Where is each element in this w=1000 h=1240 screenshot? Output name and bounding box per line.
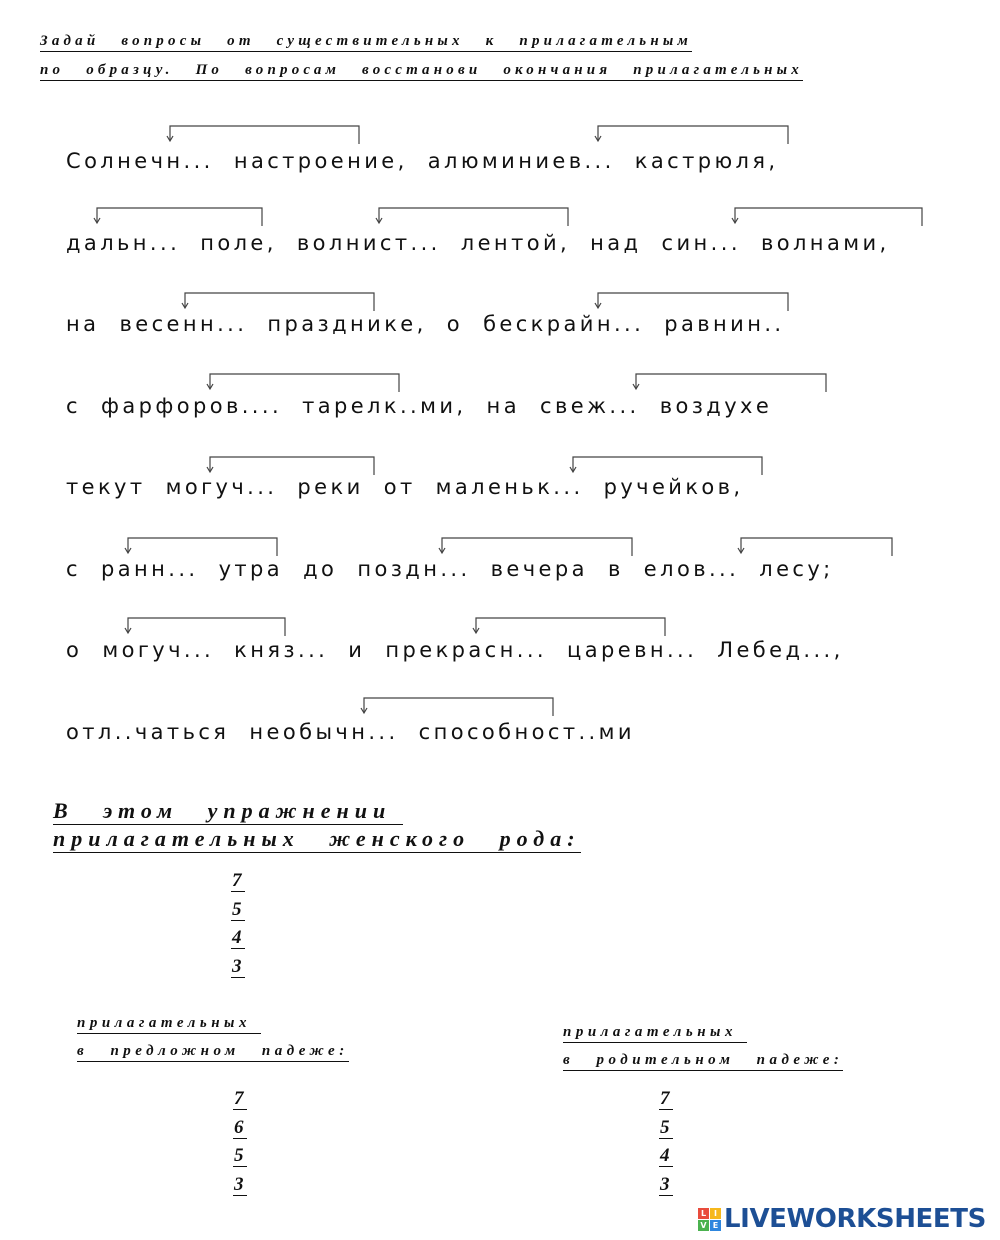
question-arrow: [128, 538, 277, 556]
answer-option[interactable]: 5: [233, 1142, 247, 1171]
answer-option[interactable]: 3: [233, 1171, 247, 1200]
answer-option[interactable]: 3: [231, 953, 245, 982]
summary-options: [231, 867, 245, 981]
question-arrow: [210, 374, 399, 392]
exercise-line-3: на весенн... празднике, о бескрайн... равнин..: [66, 312, 785, 336]
logo-text: LIVEWORKSHEETS: [724, 1204, 986, 1234]
answer-option[interactable]: 6: [233, 1114, 247, 1143]
question-arrow: [128, 618, 285, 636]
instruction-line-1: Задай вопросы от существительных к прилагательным: [40, 32, 692, 52]
prepositional-title-line-1: прилагательных: [77, 1013, 261, 1034]
genitive-title-line-1: прилагательных: [563, 1022, 747, 1043]
genitive-options: [659, 1085, 673, 1199]
question-arrow: [364, 698, 553, 716]
exercise-line-4: с фарфоров.... тарелк..ми, на свеж... воздухе: [66, 394, 773, 418]
exercise-line-7: о могуч... княз... и прекрасн... царевн... Лебед...,: [66, 638, 844, 662]
question-arrow: [185, 293, 374, 311]
question-arrow: [735, 208, 922, 226]
question-arrow: [442, 538, 632, 556]
summary-title-line-2: прилагательных женского рода:: [53, 826, 581, 851]
answer-option[interactable]: 7: [231, 867, 245, 896]
question-arrow: [741, 538, 892, 556]
instruction-line-2: по образцу. По вопросам восстанови окончания прилагательных: [40, 61, 803, 81]
question-arrow: [476, 618, 665, 636]
question-arrow: [379, 208, 568, 226]
prepositional-options: [233, 1085, 247, 1199]
exercise-line-2: дальн... поле, волнист... лентой, над син... волнами,: [66, 231, 890, 255]
liveworksheets-logo: [698, 1202, 986, 1236]
logo-mark-icon: L I V E: [698, 1208, 721, 1231]
answer-option[interactable]: 3: [659, 1171, 673, 1200]
question-arrow: [598, 126, 788, 144]
exercise-line-8: отл..чаться необычн... способност..ми: [66, 720, 635, 744]
question-arrow: [636, 374, 826, 392]
exercise-line-6: с ранн... утра до поздн... вечера в елов... лесу;: [66, 557, 834, 581]
answer-option[interactable]: 5: [231, 896, 245, 925]
answer-option[interactable]: 4: [659, 1142, 673, 1171]
genitive-title-line-2: в родительном падеже:: [563, 1050, 843, 1071]
prepositional-title-line-2: в предложном падеже:: [77, 1041, 349, 1062]
answer-option[interactable]: 5: [659, 1114, 673, 1143]
answer-option[interactable]: 4: [231, 924, 245, 953]
question-arrow: [598, 293, 788, 311]
exercise-line-5: текут могуч... реки от маленьк... ручейков,: [66, 475, 744, 499]
exercise-line-1: Солнечн... настроение, алюминиев... кастрюля,: [66, 149, 779, 173]
summary-title-line-1: В этом упражнении: [53, 798, 403, 825]
question-arrow: [170, 126, 359, 144]
question-arrow: [97, 208, 262, 226]
answer-option[interactable]: 7: [233, 1085, 247, 1114]
answer-option[interactable]: 7: [659, 1085, 673, 1114]
